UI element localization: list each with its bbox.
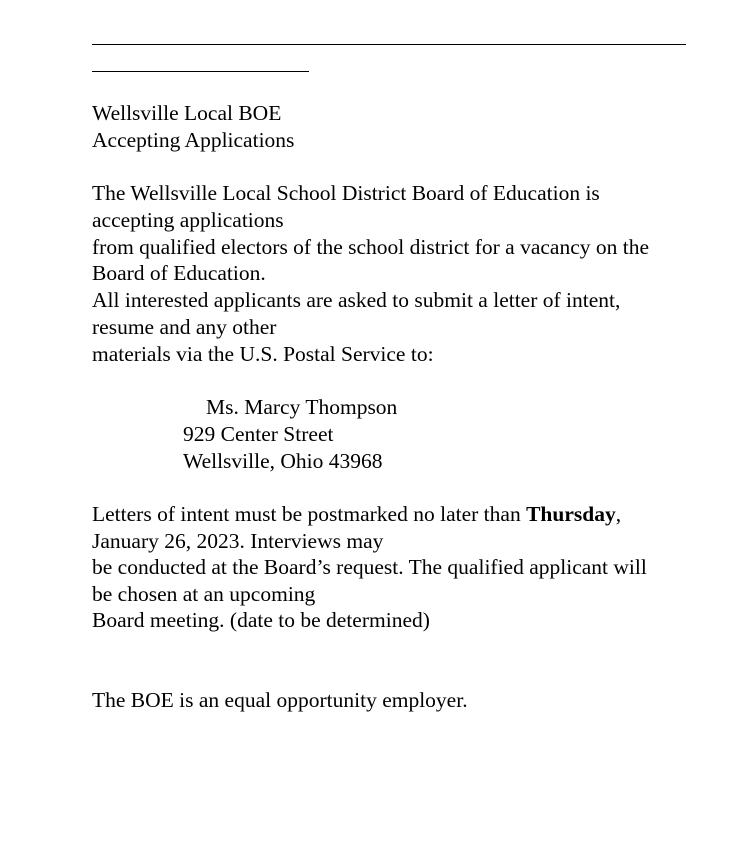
address-name: Ms. Marcy Thompson: [206, 395, 398, 419]
deadline-post: ,: [615, 502, 622, 526]
deadline-line-1: [92, 501, 621, 527]
intro-line-1: The Wellsville Local School District Board of Education is: [92, 181, 600, 205]
deadline-day: Thursday: [526, 502, 616, 526]
intro-line-4: Board of Education.: [92, 261, 266, 285]
deadline-line-2: January 26, 2023. Interviews may: [92, 529, 384, 553]
intro-line-6: resume and any other: [92, 315, 277, 339]
deadline-line-3: be conducted at the Board’s request. The qualified applicant will: [92, 555, 647, 579]
deadline-line-4: be chosen at an upcoming: [92, 582, 316, 606]
address-street: 929 Center Street: [183, 422, 334, 446]
notice-subtitle: Accepting Applications: [92, 128, 295, 152]
notice-title: Wellsville Local BOE: [92, 101, 282, 125]
intro-line-5: All interested applicants are asked to submit a letter of intent,: [92, 288, 621, 312]
deadline-line-5: Board meeting. (date to be determined): [92, 608, 430, 632]
second-rule: [92, 71, 309, 72]
equal-opportunity-statement: The BOE is an equal opportunity employer.: [92, 688, 468, 712]
address-city: Wellsville, Ohio 43968: [183, 449, 383, 473]
top-rule: [92, 44, 686, 45]
intro-line-3: from qualified electors of the school district for a vacancy on the: [92, 235, 650, 259]
intro-line-7: materials via the U.S. Postal Service to:: [92, 342, 434, 366]
deadline-pre: Letters of intent must be postmarked no later than: [92, 502, 527, 526]
intro-line-2: accepting applications: [92, 208, 284, 232]
